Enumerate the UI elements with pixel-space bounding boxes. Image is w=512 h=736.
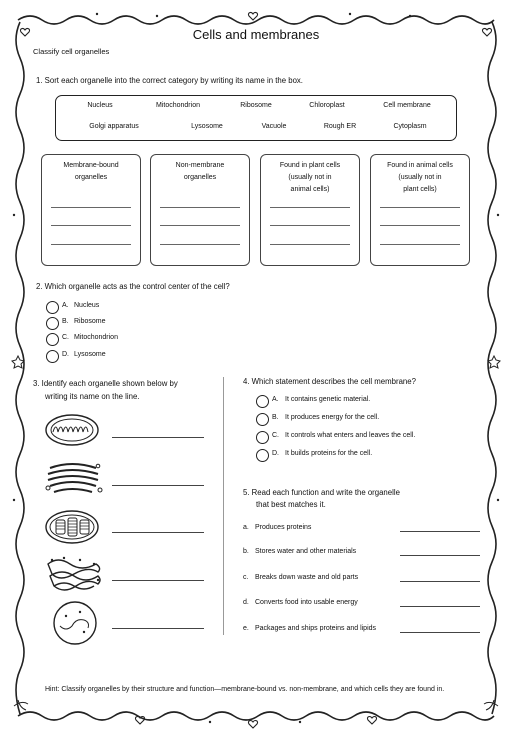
radio-circle[interactable] [256,395,269,408]
radio-circle[interactable] [46,350,59,363]
endoplasmic-reticulum-icon [44,554,104,594]
item-text: Produces proteins [255,524,312,531]
category-title: Non-membrane [175,162,225,169]
option-text: It builds proteins for the cell. [285,450,373,457]
answer-line[interactable] [400,606,480,607]
word-bank-item: Cytoplasm [393,123,427,130]
option-text: Ribosome [74,318,106,325]
q4-prompt: 4. Which statement describes the cell membrane? [243,377,416,386]
option-letter: A. [272,396,279,403]
column-divider [223,377,224,635]
q2-prompt: 2. Which organelle acts as the control center of the cell? [36,282,230,291]
word-bank-item: Mitochondrion [156,102,200,109]
category-box-plant-cells[interactable] [260,154,360,266]
answer-line[interactable] [400,531,480,532]
category-title: animal cells) [290,186,330,193]
answer-line[interactable] [112,532,204,533]
word-bank-item: Rough ER [323,123,357,130]
category-box-membrane-bound[interactable] [41,154,141,266]
option-letter: D. [62,351,69,358]
word-bank-item: Cell membrane [383,102,431,109]
option-letter: C. [272,432,279,439]
answer-line[interactable] [112,485,204,486]
radio-circle[interactable] [256,449,269,462]
word-bank-item: Vacuole [261,123,287,130]
mitochondrion-icon [44,410,104,450]
answer-line[interactable] [51,207,131,208]
category-title: (usually not in [288,174,332,181]
option-letter: B. [62,318,69,325]
option-letter: D. [272,450,279,457]
radio-circle[interactable] [46,317,59,330]
answer-line[interactable] [400,581,480,582]
hint-text: Hint: Classify organelles by their structure and function—membrane-bound vs. non-membrane, and which cells they are found in. [45,686,445,693]
answer-line[interactable] [112,437,204,438]
answer-line[interactable] [380,207,460,208]
radio-circle[interactable] [46,301,59,314]
answer-line[interactable] [400,555,480,556]
option-letter: B. [272,414,279,421]
q3-prompt: 3. Identify each organelle shown below by [33,379,178,388]
answer-line[interactable] [380,225,460,226]
option-text: It controls what enters and leaves the cell. [285,432,416,439]
answer-line[interactable] [270,225,350,226]
word-bank [55,95,457,141]
category-title: (usually not in [398,174,442,181]
category-box-animal-cells[interactable] [370,154,470,266]
category-title: Found in animal cells [387,162,453,169]
golgi-apparatus-icon [44,460,104,498]
page-subtitle: Classify cell organelles [33,47,110,56]
q5-prompt: 5. Read each function and write the organelle [243,488,400,497]
q3-prompt: writing its name on the line. [45,392,140,401]
answer-line[interactable] [380,244,460,245]
option-text: It contains genetic material. [285,396,371,403]
item-text: Breaks down waste and old parts [255,574,359,581]
answer-line[interactable] [400,632,480,633]
word-bank-item: Chloroplast [309,102,345,109]
answer-line[interactable] [112,628,204,629]
item-letter: d. [243,599,249,606]
item-letter: e. [243,625,249,632]
q5-prompt: that best matches it. [256,500,326,509]
category-title: organelles [183,174,217,181]
option-letter: A. [62,302,69,309]
answer-line[interactable] [51,225,131,226]
item-letter: c. [243,574,249,581]
answer-line[interactable] [270,244,350,245]
answer-line[interactable] [112,580,204,581]
answer-line[interactable] [160,207,240,208]
category-box-non-membrane[interactable] [150,154,250,266]
item-letter: a. [243,524,249,531]
item-text: Stores water and other materials [255,548,357,555]
q1-prompt: 1. Sort each organelle into the correct category by writing its name in the box. [36,76,303,85]
answer-line[interactable] [160,244,240,245]
option-letter: C. [62,334,69,341]
category-title: Found in plant cells [279,162,341,169]
word-bank-item: Lysosome [191,123,223,130]
option-text: Mitochondrion [74,334,118,341]
category-title: organelles [74,174,108,181]
item-text: Packages and ships proteins and lipids [255,625,377,632]
word-bank-item: Nucleus [87,102,113,109]
option-text: It produces energy for the cell. [285,414,380,421]
option-text: Nucleus [74,302,100,309]
item-letter: b. [243,548,249,555]
answer-line[interactable] [160,225,240,226]
page-title: Cells and membranes [192,27,320,42]
category-title: Membrane-bound [63,162,119,169]
option-text: Lysosome [74,351,106,358]
lysosome-icon [50,600,100,646]
radio-circle[interactable] [256,431,269,444]
radio-circle[interactable] [46,333,59,346]
answer-line[interactable] [270,207,350,208]
radio-circle[interactable] [256,413,269,426]
chloroplast-icon [44,508,104,546]
category-title: plant cells) [403,186,437,193]
word-bank-item: Ribosome [240,102,272,109]
answer-line[interactable] [51,244,131,245]
word-bank-item: Golgi apparatus [89,123,139,130]
item-text: Converts food into usable energy [255,599,358,606]
